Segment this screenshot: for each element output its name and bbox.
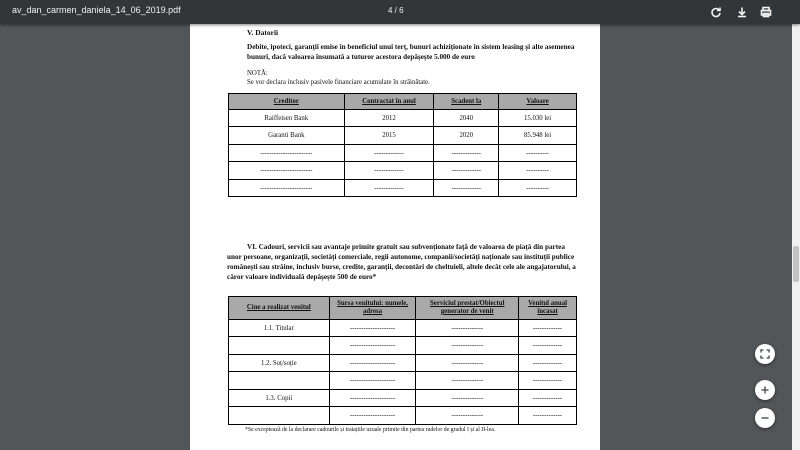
rotate-button[interactable] xyxy=(708,4,724,20)
fit-page-icon xyxy=(760,349,770,359)
cell-source: -------------------- xyxy=(329,355,416,372)
vertical-scrollbar[interactable] xyxy=(792,24,800,450)
cell-source: -------------------- xyxy=(329,372,416,390)
document-title: av_dan_carmen_daniela_14_06_2019.pdf xyxy=(12,5,181,15)
note-text: Se vor declara inclusiv pasivele financiare acumulate în străinătate. xyxy=(247,79,430,86)
cell-creditor: Raiffeisen Bank xyxy=(229,110,345,127)
footnote: *Se exceptează de la declarare cadourile și tratațiile uzuale primite din partea rudelor de gradul I și al II-lea. xyxy=(245,427,496,433)
header-value: Valoare xyxy=(499,94,577,110)
cell-source: -------------------- xyxy=(329,320,416,337)
table-row xyxy=(229,337,577,355)
cell-year: ------------- xyxy=(344,145,434,162)
zoom-in-icon xyxy=(760,385,770,395)
header-creditor: Creditor xyxy=(229,94,345,110)
pdf-toolbar xyxy=(0,0,800,24)
cell-value: 85.948 lei xyxy=(499,127,577,145)
cell-year: ------------- xyxy=(344,180,434,197)
table-row xyxy=(229,110,577,127)
download-icon xyxy=(736,6,748,18)
cell-creditor: Garanti Bank xyxy=(229,127,345,145)
cell-income: ------------- xyxy=(519,372,577,390)
download-button[interactable] xyxy=(734,4,750,20)
cell-beneficiary xyxy=(229,407,330,425)
table-row xyxy=(229,372,577,390)
cell-creditor: ----------------------- xyxy=(229,162,345,180)
table-row xyxy=(229,180,577,197)
gifts-table xyxy=(228,296,577,425)
cell-beneficiary: 1.3. Copii xyxy=(229,390,330,407)
page-indicator: 4 / 6 xyxy=(388,6,404,15)
print-icon xyxy=(760,6,772,18)
header-contract-year: Contractat în anul xyxy=(344,94,434,110)
fit-page-button[interactable] xyxy=(755,344,775,364)
cell-service: -------------- xyxy=(416,355,519,372)
cell-service: -------------- xyxy=(416,390,519,407)
debts-table xyxy=(228,93,577,197)
table-row xyxy=(229,145,577,162)
zoom-out-button[interactable] xyxy=(755,408,775,428)
header-due-date: Scadent la xyxy=(434,94,499,110)
note-label: NOTĂ: xyxy=(247,70,268,77)
cell-income: ------------- xyxy=(519,390,577,407)
cell-creditor: ----------------------- xyxy=(229,180,345,197)
cell-source: -------------------- xyxy=(329,407,416,425)
table-row xyxy=(229,390,577,407)
cell-due: ------------- xyxy=(434,162,499,180)
cell-year: 2015 xyxy=(344,127,434,145)
cell-income: ------------- xyxy=(519,355,577,372)
table-row xyxy=(229,355,577,372)
section-6-description: VI. Cadouri, servicii sau avantaje primite gratuit sau subvenționate față de valoarea de piață din partea unor persoane, organizații, societăți comerciale, regii autonome, companii/societăți naționale sau instituții publice românești sau străine, inclusiv burse, credite, garanții, decontări de cheltuieli, altele decât cele ale angajatorului, a căror valoare individuală depășește 500 de euro* xyxy=(227,243,576,281)
cell-service: -------------- xyxy=(416,407,519,425)
cell-value: ---------- xyxy=(499,145,577,162)
cell-beneficiary xyxy=(229,372,330,390)
cell-value: ---------- xyxy=(499,180,577,197)
print-button[interactable] xyxy=(758,4,774,20)
cell-due: 2040 xyxy=(434,110,499,127)
rotate-icon xyxy=(710,6,722,18)
zoom-out-icon xyxy=(760,413,770,423)
cell-year: 2012 xyxy=(344,110,434,127)
cell-source: -------------------- xyxy=(329,337,416,355)
table-row xyxy=(229,320,577,337)
header-income-source: Sursa venitului: numele, adresa xyxy=(329,297,416,320)
table-row xyxy=(229,162,577,180)
cell-service: -------------- xyxy=(416,372,519,390)
cell-due: 2020 xyxy=(434,127,499,145)
cell-value: ---------- xyxy=(499,162,577,180)
debts-header-row xyxy=(229,94,577,110)
cell-due: ------------- xyxy=(434,180,499,197)
cell-beneficiary: 1.2. Soț/soție xyxy=(229,355,330,372)
table-row xyxy=(229,407,577,425)
table-row xyxy=(229,127,577,145)
header-annual-income: Venitul anual încasat xyxy=(519,297,577,320)
section-5-description: Debite, ipoteci, garanții emise în beneficiul unui terț, bunuri achiziționate în sistem leasing și alte asemenea bunuri, dacă valoarea însumată a tuturor acestora depășește 5.000 de euro xyxy=(247,43,575,61)
header-beneficiary: Cine a realizat venitul xyxy=(229,297,330,320)
cell-beneficiary: 1.1. Titular xyxy=(229,320,330,337)
cell-year: ------------- xyxy=(344,162,434,180)
cell-income: ------------- xyxy=(519,320,577,337)
zoom-in-button[interactable] xyxy=(755,380,775,400)
cell-beneficiary xyxy=(229,337,330,355)
cell-service: -------------- xyxy=(416,320,519,337)
scrollbar-thumb[interactable] xyxy=(793,246,799,282)
cell-service: -------------- xyxy=(416,337,519,355)
cell-source: -------------------- xyxy=(329,390,416,407)
cell-value: 15.030 lei xyxy=(499,110,577,127)
pdf-page xyxy=(190,24,600,450)
cell-income: ------------- xyxy=(519,337,577,355)
header-service-object: Serviciul prestat/Obiectul generator de venit xyxy=(416,297,519,320)
gifts-header-row xyxy=(229,297,577,320)
cell-due: ------------- xyxy=(434,145,499,162)
section-5-title: V. Datorii xyxy=(247,28,279,37)
cell-income: ------------- xyxy=(519,407,577,425)
cell-creditor: ----------------------- xyxy=(229,145,345,162)
